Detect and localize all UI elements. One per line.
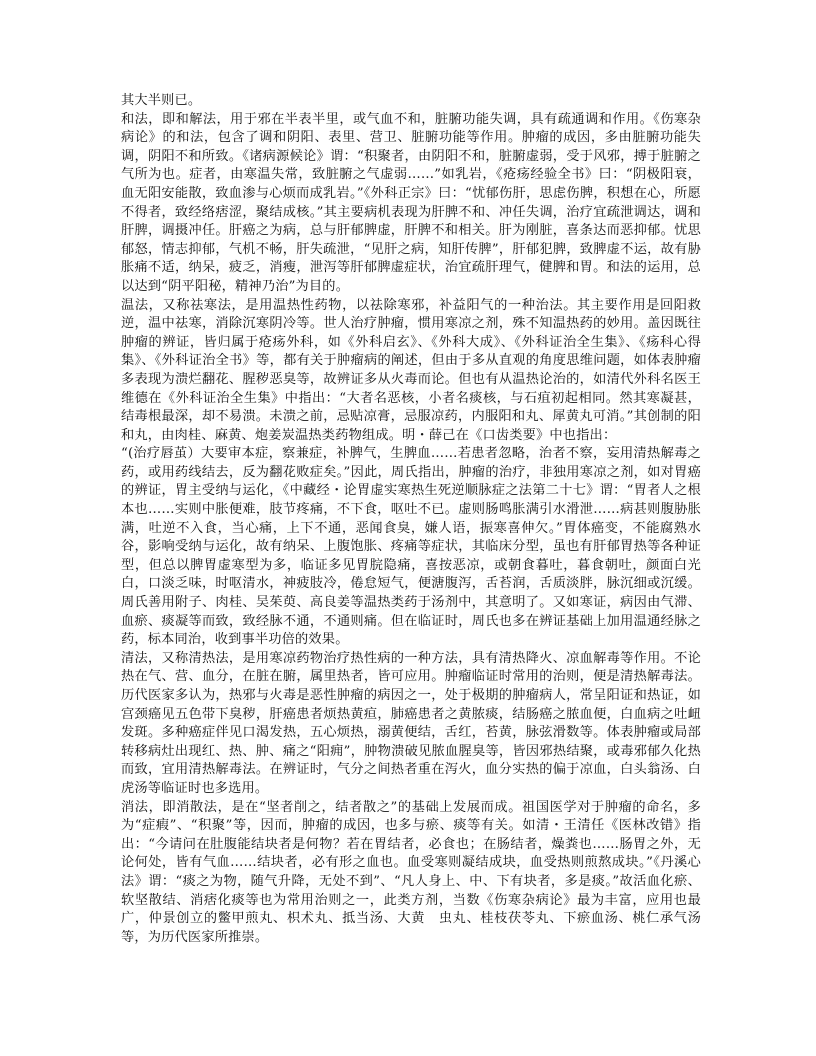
paragraph-harmonizing-method: 和法，即和解法，用于邪在半表半里，或气血不和，脏腑功能失调，具有疏通调和作用。《伤寒杂病论》的和法，包含了调和阴阳、表里、营卫、脏腑功能等作用。肿瘤的成因，多由脏腑功能失调，阴阳不和所致。《诸病源候论》谓：“积聚者，由阴阳不和，脏腑虚弱，受于风邪，搏于脏腑之气所为也。症者，由寒温失常，致脏腑之气虚弱……”如乳岩，《疮疡经验全书》曰：“阴极阳衰，血无阳安能散，致血渗与心烦而成乳岩。”《外科正宗》曰：“忧郁伤肝，思虑伤脾，积想在心，所愿不得者，致经络痞涩，聚结成核。”其主要病机表现为肝脾不和、冲任失调，治疗宜疏泄调达，调和肝脾，调摄冲任。肝癌之为病，总与肝郁脾虚，肝脾不和相关。肝为刚脏，喜条达而恶抑郁。忧思郁怒，情志抑郁，气机不畅，肝失疏泄，“见肝之病，知肝传脾”，肝郁犯脾，致脾虚不运，故有胁胀痛不适，纳呆，疲乏，消瘦，泄泻等肝郁脾虚症状，治宜疏肝理气，健脾和胃。和法的运用，总以达到“阴平阳秘，精神乃治”为目的。 <box>121 111 701 294</box>
paragraph-warming-method: 温法，又称祛寒法，是用温热性药物，以祛除寒邪，补益阳气的一种治法。其主要作用是回阳救逆，温中祛寒，消除沉寒阴冷等。世人治疗肿瘤，惯用寒凉之剂，殊不知温热药的妙用。盖因既往肿瘤的辨证，皆归属于疮疡外科，如《外科启玄》、《外科大成》、《外科证治全生集》、《疡科心得集》、《外科证治全书》等，都有关于肿瘤病的阐述，但由于多从直观的角度思维问题，如体表肿瘤多表现为溃烂翻花、腥秽恶臭等，故辨证多从火毒而论。但也有从温热论治的，如清代外科名医王维德在《外科证治全生集》中指出：“大者名恶核，小者名痰核，与石疽初起相同。然其寒凝甚，结毒根最深，却不易溃。未溃之前，忌贴凉膏，忌服凉药，内服阳和丸、犀黄丸可消。”其创制的阳和丸，由肉桂、麻黄、炮姜炭温热类药物组成。明・薛己在《口齿类要》中也指出： <box>121 297 701 443</box>
paragraph-intro-fragment: 其大半则已。 <box>121 93 202 108</box>
paragraph-warming-method-continued: “(治疗唇茧）大要审本症，察兼症，补脾气，生脾血……若患者忽略，治者不察，妄用清热解毒之药，或用药线结去，反为翻花败症矣。”因此，周氏指出，肿瘤的治疗，非独用寒凉之剂，如对胃癌的辨证，胃主受纳与运化，《中藏经・论胃虚实寒热生死逆顺脉症之法第二十七》谓：“胃者人之根本也……实则中胀便难，肢节疼痛，不下食，呕吐不已。虚则肠鸣胀满引水滑泄……病甚则腹胁胀满，吐逆不入食，当心痛，上下不通，恶闻食臭，嫌人语，振寒喜伸欠。”胃体癌变，不能腐熟水谷，影响受纳与运化，故有纳呆、上腹饱胀、疼痛等症状，其临床分型，虽也有肝郁胃热等各种证型，但总以脾胃虚寒型为多，临证多见胃脘隐痛，喜按恶凉，或朝食暮吐，暮食朝吐，颜面白光白，口淡乏味，时呕清水，神疲肢冷，倦怠短气，便溏腹泻，舌苔润，舌质淡胖，脉沉细或沉缓。周氏善用附子、肉桂、吴茱萸、高良姜等温热类药于汤剂中，其意明了。又如寒证，病因由气滞、血瘀、痰凝等而致，致经脉不通，不通则痛。但在临证时，周氏也多在辨证基础上加用温通经脉之药，标本同治，收到事半功倍的效果。 <box>121 446 701 648</box>
paragraph-clearing-method: 清法，又称清热法，是用寒凉药物治疗热性病的一种方法，具有清热降火、凉血解毒等作用。不论热在气、营、血分，在脏在腑，属里热者，皆可应用。肿瘤临证时常用的治则，便是清热解毒法。历代医家多认为，热邪与火毒是恶性肿瘤的病因之一，处于极期的肿瘤病人，常呈阳证和热证，如宫颈癌见五色带下臭秽，肝癌患者烦热黄疸，肺癌患者之黄脓痰，结肠癌之脓血便，白血病之吐衄发斑。多种癌症伴见口渴发热，五心烦热，溺黄便结，舌红，苔黄，脉弦滑数等。体表肿瘤或局部转移病灶出现红、热、肿、痛之“阳痈”，肿物溃破见脓血腥臭等，皆因邪热结聚，或毒邪郁久化热而致，宜用清热解毒法。在辨证时，气分之间热者重在泻火，血分实热的偏于凉血，白头翁汤、白虎汤等临证时也多选用。 <box>121 650 701 796</box>
paragraph-dispersing-method: 消法，即消散法，是在“坚者削之，结者散之”的基础上发展而成。祖国医学对于肿瘤的命名，多为“症瘕”、“积聚”等，因而，肿瘤的成因，也多与瘀、痰等有关。如清・王清任《医林改错》指出：“今请问在肚腹能结块者是何物？若在胃结者，必食也；在肠结者，燥粪也……肠胃之外，无论何处，皆有气血……结块者，必有形之血也。血受寒则凝结成块，血受热则煎熬成块。”《丹溪心法》谓：“痰之为物，随气升降，无处不到”、“凡人身上、中、下有块者，多是痰。”故活血化瘀、软坚散结、消痞化痰等也为常用治则之一，此类方剂，当数《伤寒杂病论》最为丰富，应用也最广，仲景创立的鳖甲煎丸、枳术丸、抵当汤、大黄 虫丸、桂枝茯苓丸、下瘀血汤、桃仁承气汤等，为历代医家所推崇。 <box>121 799 701 945</box>
document-page <box>121 92 701 947</box>
